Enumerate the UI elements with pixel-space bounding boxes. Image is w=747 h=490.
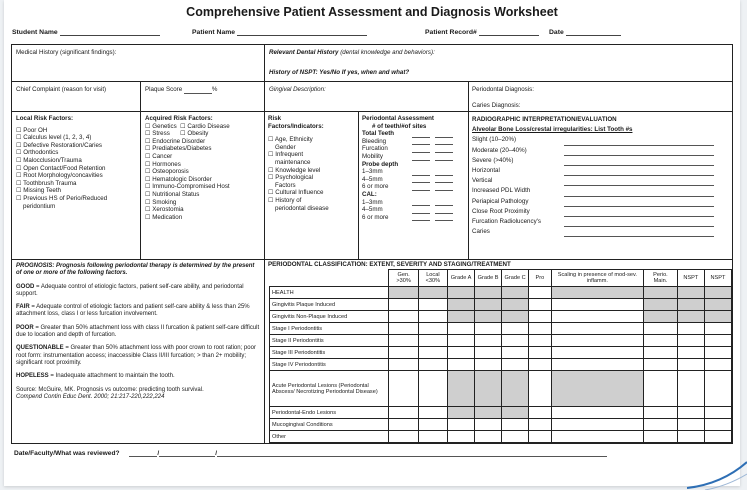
table-row (270, 407, 732, 419)
row-label: Stage IV Periodontitis (270, 359, 389, 371)
page-title: Comprehensive Patient Assessment and Diagnosis Worksheet (186, 5, 558, 19)
table-row (270, 287, 732, 299)
row-label: HEALTH (270, 287, 389, 299)
column-header: Gen. >30% (389, 270, 418, 287)
risk-indicator-item[interactable]: ☐ Cultural Influence (268, 189, 324, 197)
corner-swoosh-decoration (687, 450, 747, 490)
risk-indicator-item[interactable]: ☐ Psychological (268, 174, 314, 182)
prognosis-good: GOOD = Adequate control of etiologic factors, patient self-care ability, and periodontal support. (16, 283, 244, 297)
local-risk-item[interactable]: ☐ Malocclusion/Trauma (16, 156, 82, 164)
prognosis-hopeless: HOPELESS = Inadequate attachment to maintain the tooth. (16, 373, 175, 380)
local-risk-item[interactable]: ☐ Calculus level (1, 2, 3, 4) (16, 134, 92, 142)
table-row (270, 431, 732, 443)
prognosis-section: PROGNOSIS: Prognosis following periodontal therapy is determined by the present of one or more of the following factors. GOOD = Adequate control of etiologic factors, patient self-care ability, and periodontal support. FAIR = Adequate control of etiologic factors and patient self-care ability & less than 25% attachment loss, class I or less furcation involvement. POOR = Greater than 50% attachment loss with class II furcation & patient self-care difficult due to location and depth of furcation. QUESTIONABLE = Greater than 50% attachment loss with poor crown to root ration; poor root form: instrumentation access; inaccessible Class II/III furcation; > than 2+ mobility; significant root proximity. HOPELESS = Inadequate attachment to maintain the tooth. Source: McGuire, MK. Prognosis vs outcome: predicting tooth survival. Compend Contin Educ Dent. 2000; 21:217-220,222,224 (16, 263, 260, 400)
worksheet-page (4, 0, 740, 486)
acquired-risk-item[interactable]: ☐ Hormones (145, 160, 181, 168)
row-label: Acute Periodontal Lesions (Periodontal Abscess/ Necrotizing Periodontal Disease) (270, 371, 389, 407)
table-row (270, 299, 732, 311)
column-header: Pro (529, 270, 552, 287)
periodontal-assessment-section: Periodontal Assessment # of teeth/#of sites Total Teeth Bleeding Furcation Mobility Probe depth 1–3mm 4–5mm 6 or more CAL: 1–3mm 4–5mm 6 or more (362, 115, 453, 221)
local-risk-item[interactable]: ☐ Poor OH (16, 126, 48, 134)
prognosis-fair: FAIR = Adequate control of etiologic factors and patient self-care ability & less than 25% attachment loss, class I or less furcation involvement. (16, 304, 250, 318)
risk-indicator-item: Gender (275, 143, 296, 151)
acquired-risk-section: Acquired Risk Factors: ☐ Genetics ☐ Cardio Disease ☐ Stress ☐ Obesity ☐ Endocrine Disorder ☐ Prediabetes/Diabetes ☐ Cancer ☐ Hormones ☐ Osteoporosis ☐ Hematologic Disorder ☐ Immuno-Compromised Host ☐ Nutritional Status ☐ Smoking ☐ Xerostomia ☐ Medication (145, 115, 230, 221)
local-risk-item: peridontium (23, 202, 56, 210)
table-row (270, 359, 732, 371)
table-row (270, 371, 732, 407)
gingival-description-label: Gingival Description: (269, 86, 326, 93)
acquired-risk-item[interactable]: ☐ Cancer (145, 152, 173, 160)
acquired-risk-item[interactable]: ☐ Immuno-Compromised Host (145, 183, 230, 191)
prognosis-poor: POOR = Greater than 50% attachment loss with class II furcation & patient self-care difficult due to location and depth of furcation. (16, 324, 260, 339)
student-name-field[interactable]: Student Name (12, 29, 160, 36)
risk-indicator-item[interactable]: ☐ Age, Ethnicity (268, 136, 313, 144)
table-row (270, 335, 732, 347)
local-risk-item[interactable]: ☐ Open Contact/Food Retention (16, 164, 106, 172)
medical-history-label: Medical History (significant findings): (16, 49, 117, 56)
row-label: Stage II Periodontitis (270, 335, 389, 347)
acquired-risk-item[interactable]: ☐ Prediabetes/Diabetes (145, 145, 212, 153)
acquired-risk-item[interactable]: ☐ Smoking (145, 198, 177, 206)
caries-diagnosis-label: Caries Diagnosis: (472, 102, 521, 109)
prognosis-questionable: QUESTIONABLE = Greater than 50% attachment loss with poor crown to root ration; poor root form: instrumentation access; inaccessible Class II/III furcation; > than 2+ mobility; significant root proximity. (16, 345, 256, 366)
acquired-risk-item[interactable]: ☐ Endocrine Disorder (145, 137, 206, 145)
plaque-score-field[interactable]: Plaque Score % (145, 86, 218, 93)
periodontal-diagnosis-label: Periodontal Diagnosis: (472, 86, 534, 93)
column-header: Grade C (502, 270, 529, 287)
date-field[interactable]: Date (549, 29, 621, 36)
acquired-risk-item[interactable]: ☐ Medication (145, 213, 183, 221)
acquired-risk-item[interactable]: ☐ Cardio Disease (180, 122, 230, 130)
table-row (270, 323, 732, 335)
risk-indicator-item: periodontal disease (275, 204, 329, 212)
patient-name-field[interactable]: Patient Name (192, 29, 367, 36)
nspt-history-label: History of NSPT: Yes/No If yes, when and what? (269, 69, 410, 76)
row-label: Mucogingival Conditions (270, 419, 389, 431)
local-risk-item[interactable]: ☐ Root Morphology/concavities (16, 172, 103, 180)
column-header: Grade A (448, 270, 475, 287)
row-label: Stage I Periodontitis (270, 323, 389, 335)
risk-indicators-section: Risk Factors/Indicators: ☐ Age, Ethnicity Gender ☐ Infrequent maintenance ☐ Knowledge level ☐ Psychological Factors ☐ Cultural Influence ☐ History of periodontal disease (268, 115, 329, 212)
column-header: Grade B (475, 270, 502, 287)
assessment-grid (11, 44, 733, 444)
chief-complaint-label: Chief Complaint (reason for visit) (16, 86, 107, 93)
local-risk-item[interactable]: ☐ Orthodontics (16, 149, 59, 157)
table-row (270, 419, 732, 431)
column-header: Scaling in presence of mod-sev. inflamm. (551, 270, 643, 287)
table-row (270, 347, 732, 359)
classification-title: PERIODONTAL CLASSIFICATION: EXTENT, SEVERITY AND STAGING/TREATMENT (268, 261, 511, 268)
classification-table (269, 269, 732, 443)
prognosis-source-citation: Compend Contin Educ Dent. 2000; 21:217-220,222,224 (16, 393, 165, 400)
risk-indicator-item[interactable]: ☐ Infrequent (268, 151, 304, 159)
radiographic-section: RADIOGRAPHIC INTERPRETATION/EVALUATION Alveolar Bone Loss/crestal irregularities: List Tooth #s Slight (10–20%) Moderate (20–40%) Severe (>40%) Horizontal Vertical Increased PDL Width Periapical Pathology Close Root Proximity Furcation Radiolucency's Caries (472, 115, 714, 237)
row-label: Other (270, 431, 389, 443)
patient-record-field[interactable]: Patient Record# (425, 29, 539, 36)
column-header: Perio. Main. (644, 270, 678, 287)
risk-indicator-item[interactable]: ☐ History of (268, 196, 302, 204)
acquired-risk-item[interactable]: ☐ Genetics (145, 122, 177, 130)
review-footer[interactable]: Date/Faculty/What was reviewed? / / (14, 450, 607, 457)
acquired-risk-item[interactable]: ☐ Nutritional Status (145, 190, 200, 198)
row-label: Stage III Periodontitis (270, 347, 389, 359)
acquired-risk-item[interactable]: ☐ Xerostomia (145, 206, 184, 214)
risk-indicator-item: Factors (275, 181, 296, 189)
classification-header-row (270, 270, 732, 287)
acquired-risk-item[interactable]: ☐ Obesity (180, 130, 209, 138)
table-row (270, 311, 732, 323)
column-header: NSPT (677, 270, 704, 287)
dental-history-label: Relevant Dental History (dental knowledge and behaviors): (269, 49, 435, 56)
local-risk-item[interactable]: ☐ Previous HS of Perio/Reduced (16, 194, 108, 202)
acquired-risk-item[interactable]: ☐ Stress (145, 130, 170, 138)
local-risk-item[interactable]: ☐ Toothbrush Trauma (16, 179, 77, 187)
acquired-risk-item[interactable]: ☐ Hematologic Disorder (145, 175, 212, 183)
risk-indicator-item: maintenance (275, 158, 311, 166)
local-risk-item[interactable]: ☐ Missing Teeth (16, 187, 61, 195)
row-label: Periodontal-Endo Lesions (270, 407, 389, 419)
row-label: Gingivitis Non-Plaque Induced (270, 311, 389, 323)
column-header: Local <30% (418, 270, 447, 287)
column-header: NSPT (704, 270, 731, 287)
local-risk-item[interactable]: ☐ Defective Restoration/Caries (16, 141, 103, 149)
risk-indicator-item[interactable]: ☐ Knowledge level (268, 166, 321, 174)
row-label: Gingivitis Plaque Induced (270, 299, 389, 311)
local-risk-section: Local Risk Factors: ☐ Poor OH ☐ Calculus level (1, 2, 3, 4) ☐ Defective Restoration/Caries ☐ Orthodontics ☐ Malocclusion/Trauma ☐ Open Contact/Food Retention ☐ Root Morphology/concavities ☐ Toothbrush Trauma ☐ Missing Teeth ☐ Previous HS of Perio/Reduced peridontium (16, 115, 108, 210)
prognosis-source: Source: McGuire, MK. Prognosis vs outcome: predicting tooth survival. (16, 386, 204, 393)
acquired-risk-item[interactable]: ☐ Osteoporosis (145, 168, 189, 176)
